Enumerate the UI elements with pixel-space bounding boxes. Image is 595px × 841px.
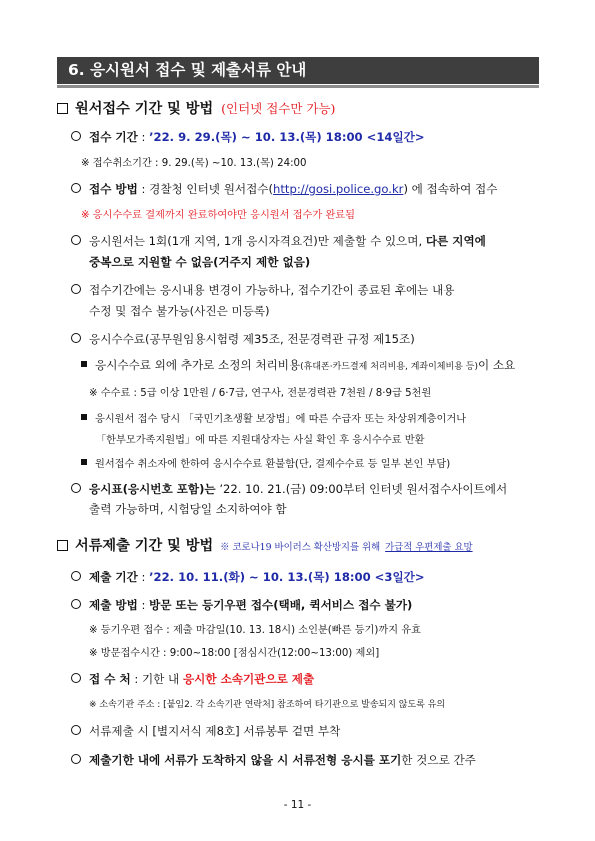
s1-once-c: 중복으로 지원할 수 없음(거주지 제한 없음) [89, 255, 311, 269]
page-number: - 11 - [283, 799, 312, 811]
s1-fee-amount: ※ 수수료 : 5급 이상 1만원 / 6·7급, 연구사, 전문경력관 7천원 / 8·9급 5천원 [89, 388, 432, 399]
s2-heading: 서류제출 기간 및 방법 [75, 538, 214, 554]
s1-fee-extra-line [81, 357, 515, 373]
s2-place-pre: 기한 내 [141, 672, 180, 686]
circle-bullet-icon [71, 131, 81, 141]
s1-method-post: ) 에 접속하여 접수 [403, 182, 498, 196]
s1-method-pre: 경찰청 인터넷 원서접수( [149, 182, 274, 196]
circle-bullet-icon [71, 725, 81, 735]
s1-period-line: 접수 기간 : ’22. 9. 29.(목) ~ 10. 13.(목) 18:00 <14일간> [71, 129, 425, 145]
filled-square-bullet-icon [81, 361, 87, 367]
circle-bullet-icon [71, 599, 81, 609]
s1-ticket-b: 출력 가능하며, 시험당일 소지하여야 함 [89, 502, 287, 516]
s1-modify-a: 접수기간에는 응시내용 변경이 가능하나, 접수기간이 종료된 후에는 내용 [89, 283, 455, 297]
square-bullet-icon [57, 103, 68, 114]
s2-place-note: ※ 소속기관 주소 : [붙임2. 각 소속기관 연락처] 참조하여 타기관으로 발송되지 않도록 유의 [89, 700, 446, 710]
s1-fee-extra-c: 이 소요 [477, 358, 516, 372]
square-bullet-icon [57, 540, 68, 551]
s1-ticket-a: ’22. 10. 21.(금) 09:00부터 인터넷 원서접수사이트에서 [219, 482, 508, 496]
s2-place-line: 접 수 처 : 기한 내 응시한 소속기관으로 제출 [71, 671, 314, 687]
s2-method-line: 제출 방법 : 방문 또는 등기우편 접수(택배, 퀵서비스 접수 불가) [71, 597, 412, 613]
filled-square-bullet-icon [81, 414, 87, 420]
s2-heading-note-b: 가급적 우편제출 요망 [385, 542, 473, 553]
s1-once-a: 응시원서는 1회(1개 지역, 1개 응시자격요건)만 제출할 수 있으며, [89, 234, 423, 248]
s1-method-note: ※ 응시수수료 결제까지 완료하여야만 응시원서 접수가 완료됨 [81, 210, 355, 221]
s1-heading-note: (인터넷 접수만 가능) [221, 101, 336, 116]
s2-heading-line [57, 535, 473, 555]
s1-method-line: 접수 방법 : 경찰청 인터넷 원서접수(http://gosi.police.go.kr) 에 접속하여 접수 [71, 181, 497, 197]
s1-heading: 원서접수 기간 및 방법 [75, 101, 214, 117]
circle-bullet-icon [71, 483, 81, 493]
title-underline [57, 85, 539, 88]
s1-fee-cancel-line [81, 455, 450, 470]
s1-fee-extra-a: 응시수수료 외에 추가로 소정의 처리비용 [95, 358, 301, 372]
s2-deadline-line [71, 752, 476, 768]
s1-cancel-note: ※ 접수취소기간 : 9. 29.(목) ~10. 13.(목) 24:00 [81, 158, 307, 169]
s1-once-line [71, 233, 486, 249]
s2-period-line: 제출 기간 : ’22. 10. 11.(화) ~ 10. 13.(목) 18:00 <3일간> [71, 569, 425, 585]
filled-square-bullet-icon [81, 459, 87, 465]
s1-fee-refund-b: 「한부모가족지원법」에 따른 지원대상자는 사실 확인 후 응시수수료 반환 [96, 435, 425, 446]
s1-fee-cancel: 원서접수 취소자에 한하여 응시수수료 환불함(단, 결제수수료 등 일부 본인 부담) [95, 459, 451, 470]
s2-place-value: 응시한 소속기관으로 제출 [182, 672, 315, 686]
s2-envelope: 서류제출 시 [별지서식 제8호] 서류봉투 겉면 부착 [89, 724, 341, 738]
s2-period-label: 제출 기간 [89, 570, 138, 584]
s2-heading-note-a: ※ 코로나19 바이러스 확산방지를 위해 [220, 542, 381, 553]
s1-fee-title: 응시수수료(공무원임용시험령 제35조, 전문경력관 규정 제15조) [89, 332, 415, 346]
s1-method-label: 접수 방법 [89, 182, 138, 196]
police-site-link[interactable]: http://gosi.police.go.kr [273, 182, 404, 196]
s2-envelope-line [71, 723, 340, 739]
s2-mail-note: ※ 등기우편 접수 : 제출 마감일(10. 13. 18시) 소인분(빠른 등기)까지 유효 [89, 625, 421, 636]
s2-visit-note: ※ 방문접수시간 : 9:00~18:00 [점심시간(12:00~13:00) 제외] [89, 648, 380, 659]
s1-ticket-line [71, 481, 507, 497]
s1-fee-refund-a: 응시원서 접수 당시 「국민기초생활 보장법」에 따른 수급자 또는 차상위계층이거나 [95, 414, 467, 425]
section-title-bar [57, 57, 539, 84]
section-title: 6. 응시원서 접수 및 제출서류 안내 [68, 61, 307, 79]
circle-bullet-icon [71, 333, 81, 343]
circle-bullet-icon [71, 754, 81, 764]
s1-ticket-label: 응시표(응시번호 포함)는 [89, 482, 216, 496]
s2-method-label: 제출 방법 [89, 598, 138, 612]
s1-once-b: 다른 지역에 [425, 234, 486, 248]
s1-fee-refund-line [81, 410, 466, 425]
s2-deadline-a: 제출기한 내에 서류가 도착하지 않을 시 서류전형 응시를 포기 [89, 753, 402, 767]
s1-fee-title-line [71, 331, 415, 347]
s2-period-value: ’22. 10. 11.(화) ~ 10. 13.(목) 18:00 <3일간> [149, 570, 425, 584]
s2-deadline-b: 한 것으로 간주 [401, 753, 476, 767]
circle-bullet-icon [71, 284, 81, 294]
s1-period-label: 접수 기간 [89, 130, 138, 144]
s1-period-value: ’22. 9. 29.(목) ~ 10. 13.(목) 18:00 <14일간> [149, 130, 425, 144]
s1-modify-line [71, 282, 454, 298]
s1-heading-line [57, 98, 335, 118]
circle-bullet-icon [71, 571, 81, 581]
circle-bullet-icon [71, 183, 81, 193]
circle-bullet-icon [71, 235, 81, 245]
s1-modify-b: 수정 및 접수 불가능(사진은 미등록) [89, 304, 270, 318]
s2-place-label: 접 수 처 [89, 672, 131, 686]
circle-bullet-icon [71, 673, 81, 683]
s1-fee-extra-b: (휴대폰·카드결제 처리비용, 계좌이체비용 등) [300, 362, 478, 372]
s2-method-value: 방문 또는 등기우편 접수(택배, 퀵서비스 접수 불가) [149, 598, 413, 612]
